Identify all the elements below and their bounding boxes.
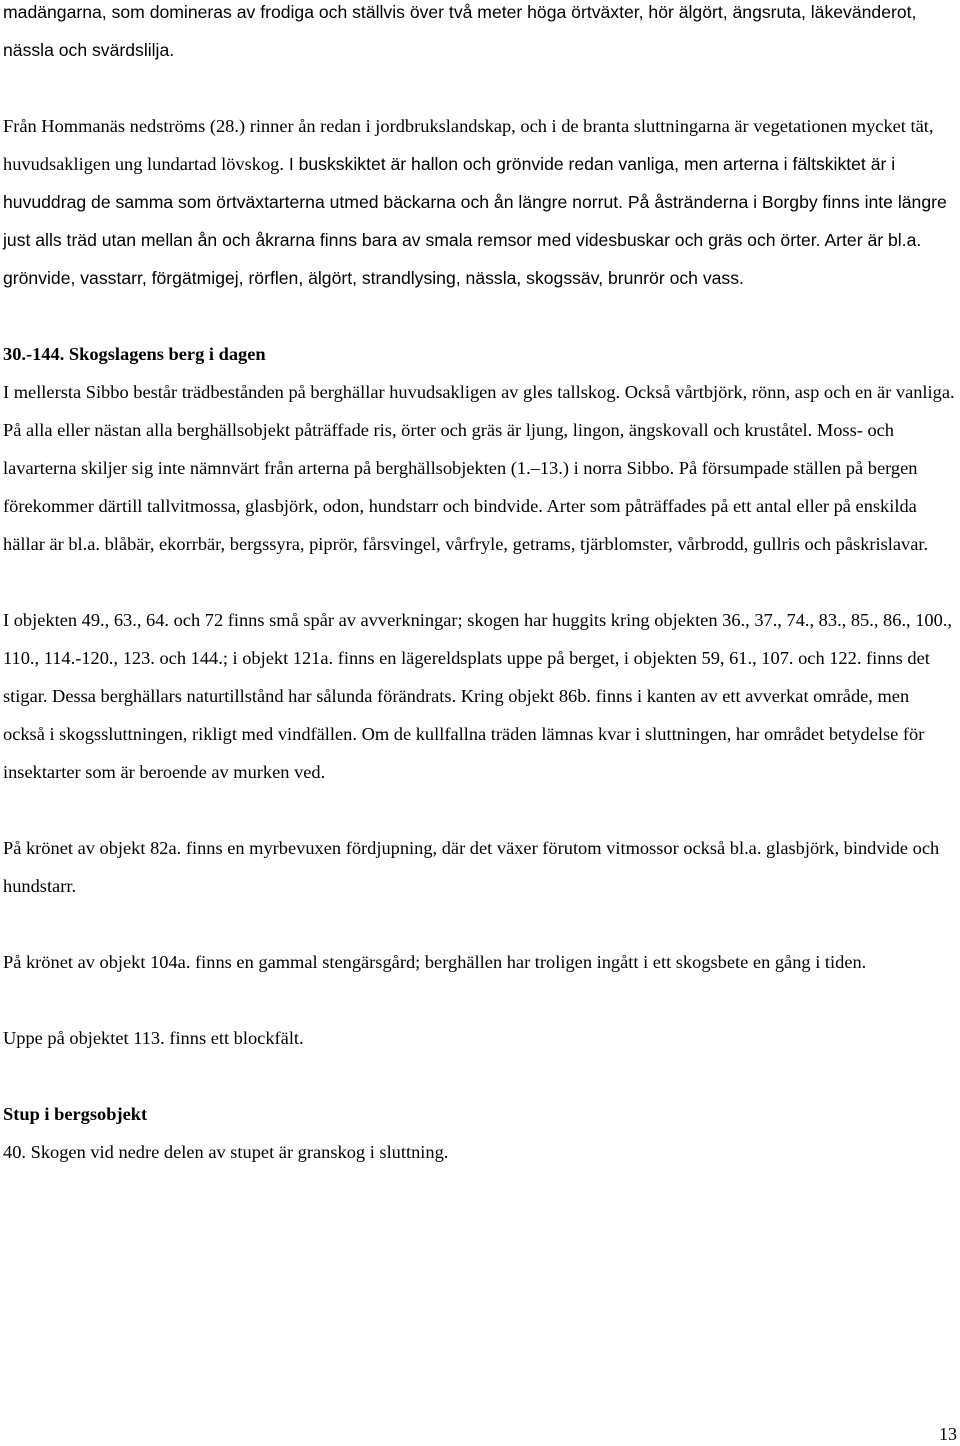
page-number: 13 (939, 1424, 957, 1444)
paragraph-hommanas (3, 107, 955, 297)
section-heading-30-144: 30.-144. Skogslagens berg i dagen (3, 344, 266, 364)
section-heading-stup: Stup i bergsobjekt (3, 1104, 148, 1124)
paragraph-objekten: I objekten 49., 63., 64. och 72 finns små spår av avverkningar; skogen har huggits kring objekten 36., 37., 74., 83., 85., 86., 100., 110., 114.-120., 123. och 144.; i objekt 121a. finns en lägereldsplats uppe på berget, i objekten 59, 61., 107. och 122. finns det stigar. Dessa berghällars naturtillstånd har sålunda förändrats. Kring objekt 86b. finns i kanten av ett avverkat område, men också i skogssluttningen, rikligt med vindfällen. Om de kullfallna träden lämnas kvar i sluttningen, har området betydelse för insektarter som är beroende av murken ved. (3, 610, 953, 782)
paragraph-objekt-113: Uppe på objektet 113. finns ett blockfält. (3, 1028, 304, 1048)
paragraph-sibbo: I mellersta Sibbo består trädbestånden på berghällar huvudsakligen av gles tallskog. Också vårtbjörk, rönn, asp och en är vanliga. På alla eller nästan alla berghällsobjekt påträffade ris, örter och gräs är ljung, lingon, ängskovall och kruståtel. Moss- och lavarterna skiljer sig inte nämnvärt från arterna på berghällsobjekten (1.–13.) i norra Sibbo. På försumpade ställen på bergen förekommer därtill tallvitmossa, glasbjörk, odon, hundstarr och bindvide. Arter som påträffades på ett antal eller på enskilda hällar är bl.a. blåbär, ekorrbär, bergssyra, piprör, fårsvingel, vårfryle, getrams, tjärblomster, vårbrodd, gullris och påskrislavar. (3, 382, 955, 554)
paragraph-objekt-40: 40. Skogen vid nedre delen av stupet är granskog i sluttning. (3, 1142, 449, 1162)
paragraph-gap (3, 905, 955, 943)
body-text (3, 0, 955, 1171)
paragraph-gap (3, 69, 955, 107)
paragraph-gap (3, 297, 955, 335)
paragraph-hommanas-part-a: Från Hommanäs nedströms (28.) rinner ån redan i jordbrukslandskap, och i de branta sluttningarna är vegetationen mycket tät, huvudsakligen ung lundartad lövskog. (3, 116, 934, 174)
paragraph-intro-tail: madängarna, som domineras av frodiga och ställvis över två meter höga örtväxter, hör älgört, ängsruta, läkevänderot, nässla och svärdslilja. (3, 2, 917, 60)
paragraph-hommanas-part-d: Arter är bl.a. grönvide, vasstarr, förgätmigej, rörflen, älgört, strandlysing, nässla, skogssäv, brunrör och vass. (3, 230, 922, 288)
paragraph-objekt-104a: På krönet av objekt 104a. finns en gammal stengärsgård; berghällen har troligen ingått i ett skogsbete en gång i tiden. (3, 952, 867, 972)
paragraph-hommanas-part-b: I buskskiktet är hallon och grönvide redan vanliga, men arterna i fältskiktet är i huvuddrag de samma som örtväxtarterna utmed bäckarna och ån längre norrut. (3, 154, 896, 212)
paragraph-gap (3, 791, 955, 829)
paragraph-objekt-82a: På krönet av objekt 82a. finns en myrbevuxen fördjupning, där det växer förutom vitmossor också bl.a. glasbjörk, bindvide och hundstarr. (3, 838, 940, 896)
paragraph-gap (3, 1057, 955, 1095)
paragraph-gap (3, 981, 955, 1019)
paragraph-gap (3, 563, 955, 601)
paragraph-hommanas-part-c: På åstränderna i Borgby finns inte längre just alls träd utan mellan ån och åkrarna finns bara av smala remsor med videsbuskar och gräs och örter. (3, 192, 947, 250)
